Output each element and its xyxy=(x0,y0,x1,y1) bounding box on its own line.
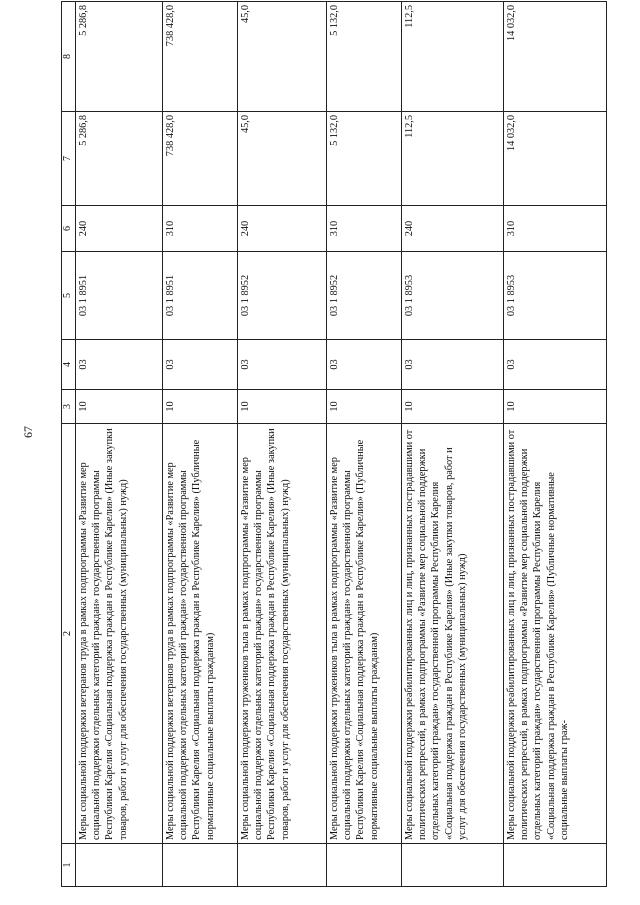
cell-amount-total: 112,5 xyxy=(402,2,504,112)
cell-number xyxy=(163,844,238,887)
cell-target-article: 03 1 8951 xyxy=(163,252,238,340)
cell-target-article: 03 1 8952 xyxy=(327,252,402,340)
cell-subsection: 03 xyxy=(163,340,238,390)
cell-description: Меры социальной поддержки тружеников тыла в рамках подпрограммы «Развитие мер социальной поддержки отдельных категорий граждан» государственной программы Республики Карелия «Социальная поддержка граждан в Республике Карелия» (Иные закупки товаров, работ и услуг для обеспечения государственных (муниципальных) нужд) xyxy=(238,424,327,844)
cell-expense-type: 310 xyxy=(327,206,402,252)
cell-description: Меры социальной поддержки ветеранов труда в рамках подпрограммы «Развитие мер социальной поддержки отдельных категорий граждан» государственной программы Республики Карелия «Социальная поддержка граждан в Республике Карелия» (Публичные нормативные социальные выплаты гражданам) xyxy=(163,424,238,844)
cell-amount-total: 5 132,0 xyxy=(327,2,402,112)
cell-subsection: 03 xyxy=(238,340,327,390)
cell-number xyxy=(76,844,163,887)
cell-expense-type: 240 xyxy=(402,206,504,252)
cell-section: 10 xyxy=(504,390,607,424)
cell-section: 10 xyxy=(76,390,163,424)
column-number: 8 xyxy=(62,2,76,112)
cell-subsection: 03 xyxy=(76,340,163,390)
cell-expense-type: 310 xyxy=(504,206,607,252)
budget-table xyxy=(61,1,607,887)
column-number: 5 xyxy=(62,252,76,340)
column-number: 6 xyxy=(62,206,76,252)
cell-section: 10 xyxy=(238,390,327,424)
page-number: 67 xyxy=(21,426,35,438)
cell-number xyxy=(327,844,402,887)
cell-section: 10 xyxy=(402,390,504,424)
cell-description: Меры социальной поддержки реабилитированных лиц и лиц, признанных пострадавшими от политических репрессий, в рамках подпрограммы «Развитие мер социальной поддержки отдельных категорий граждан» государственной программы Республики Карелия «Социальная поддержка граждан в Республике Карелия» (Публичные нормативные социальные выплаты граж- xyxy=(504,424,607,844)
cell-target-article: 03 1 8953 xyxy=(402,252,504,340)
table-row xyxy=(163,2,238,887)
cell-target-article: 03 1 8953 xyxy=(504,252,607,340)
cell-amount: 5 132,0 xyxy=(327,112,402,206)
cell-amount-total: 45,0 xyxy=(238,2,327,112)
cell-expense-type: 240 xyxy=(76,206,163,252)
table-row xyxy=(327,2,402,887)
column-number: 7 xyxy=(62,112,76,206)
cell-subsection: 03 xyxy=(402,340,504,390)
cell-target-article: 03 1 8952 xyxy=(238,252,327,340)
table-row xyxy=(238,2,327,887)
cell-description: Меры социальной поддержки реабилитированных лиц и лиц, признанных пострадавшими от политических репрессий, в рамках подпрограммы «Развитие мер социальной поддержки отдельных категорий граждан» государственной программы Республики Карелия «Социальная поддержка граждан в Республике Карелия» (Иные закупки товаров, работ и услуг для обеспечения государственных (муниципальных) нужд) xyxy=(402,424,504,844)
cell-amount: 738 428,0 xyxy=(163,112,238,206)
cell-amount: 14 032,0 xyxy=(504,112,607,206)
column-number: 3 xyxy=(62,390,76,424)
column-number: 2 xyxy=(62,424,76,844)
cell-section: 10 xyxy=(163,390,238,424)
cell-number xyxy=(238,844,327,887)
cell-number xyxy=(504,844,607,887)
column-number: 4 xyxy=(62,340,76,390)
cell-amount-total: 5 286,8 xyxy=(76,2,163,112)
cell-expense-type: 310 xyxy=(163,206,238,252)
table-header-row xyxy=(62,2,76,887)
table-row xyxy=(76,2,163,887)
cell-number xyxy=(402,844,504,887)
cell-amount: 45,0 xyxy=(238,112,327,206)
cell-section: 10 xyxy=(327,390,402,424)
cell-subsection: 03 xyxy=(504,340,607,390)
table-row xyxy=(402,2,504,887)
cell-target-article: 03 1 8951 xyxy=(76,252,163,340)
cell-expense-type: 240 xyxy=(238,206,327,252)
cell-amount: 5 286,8 xyxy=(76,112,163,206)
column-number: 1 xyxy=(62,844,76,887)
cell-amount-total: 738 428,0 xyxy=(163,2,238,112)
cell-description: Меры социальной поддержки тружеников тыла в рамках подпрограммы «Развитие мер социальной поддержки отдельных категорий граждан» государственной программы Республики Карелия «Социальная поддержка граждан в Республике Карелия» (Публичные нормативные социальные выплаты гражданам) xyxy=(327,424,402,844)
table-row xyxy=(504,2,607,887)
cell-description: Меры социальной поддержки ветеранов труда в рамках подпрограммы «Развитие мер социальной поддержки отдельных категорий граждан» государственной программы Республики Карелия «Социальная поддержка граждан в Республике Карелия» (Иные закупки товаров, работ и услуг для обеспечения государственных (муниципальных) нужд) xyxy=(76,424,163,844)
rotated-table-container xyxy=(61,2,589,887)
cell-subsection: 03 xyxy=(327,340,402,390)
cell-amount-total: 14 032,0 xyxy=(504,2,607,112)
cell-amount: 112,5 xyxy=(402,112,504,206)
